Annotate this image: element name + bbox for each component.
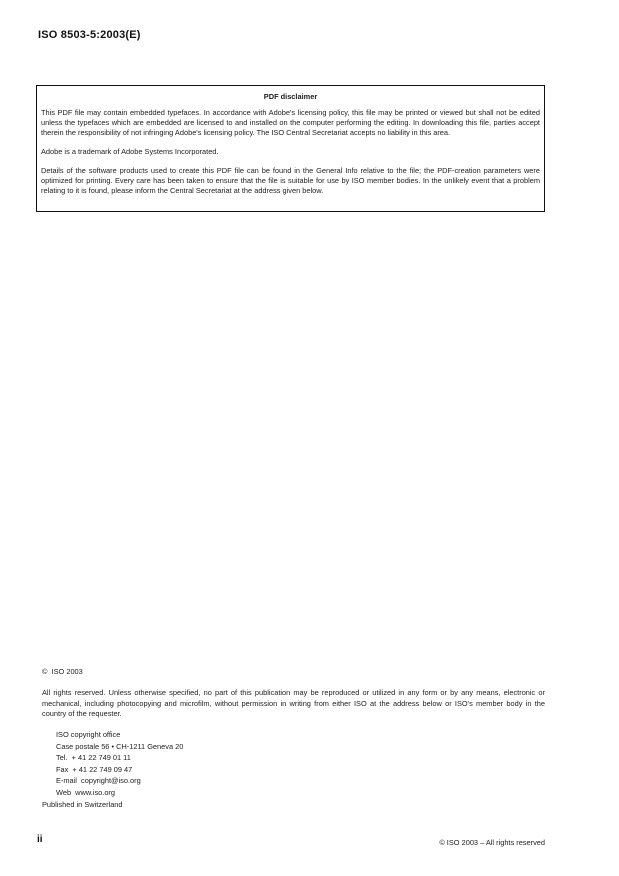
address-line-tel: Tel. + 41 22 749 01 11 — [56, 753, 131, 763]
iso-address-block — [56, 729, 183, 799]
document-reference: ISO 8503-5:2003(E) — [38, 29, 141, 41]
address-line-web: Web www.iso.org — [56, 787, 116, 797]
address-line-office: ISO copyright office — [56, 730, 121, 739]
footer-copyright: © ISO 2003 – All rights reserved — [439, 838, 545, 847]
address-line-fax: Fax + 41 22 749 09 47 — [56, 764, 133, 774]
disclaimer-paragraph-trademark: Adobe is a trademark of Adobe Systems Incorporated. — [41, 146, 219, 156]
footer-page-number: ii — [37, 834, 43, 845]
disclaimer-paragraph-details: Details of the software products used to create this PDF file can be found in the General Info relative to the file; the PDF-creation parameters were optimized for printing. Every care has been taken to ensure that the file is suitable for use by ISO member bodies. In the unlikely event that a problem relating to it is found, please inform the Central Secretariat at the address given below. — [41, 166, 540, 195]
disclaimer-paragraph-typefaces: This PDF file may contain embedded typefaces. In accordance with Adobe's licensing policy, this file may be printed or viewed but shall not be edited unless the typefaces which are embedded are licensed to and installed on the computer performing the editing. In downloading this file, parties accept therein the responsibility of not infringing Adobe's licensing policy. The ISO Central Secretariat accepts no liability in this area. — [41, 108, 540, 137]
copyright-notice: © ISO 2003 — [42, 667, 83, 676]
published-in-switzerland: Published in Switzerland — [42, 800, 123, 809]
disclaimer-title: PDF disclaimer — [263, 92, 318, 101]
address-line-email: E-mail copyright@iso.org — [56, 776, 141, 786]
pdf-disclaimer-box — [36, 85, 545, 212]
rights-reserved-paragraph: All rights reserved. Unless otherwise specified, no part of this publication may be reproduced or utilized in any form or by any means, electronic or mechanical, including photocopying and microfilm, without permission in writing from either ISO at the address below or ISO's member body in the country of the requester. — [42, 688, 545, 719]
address-line-postal: Case postale 56 • CH-1211 Geneva 20 — [56, 741, 184, 751]
